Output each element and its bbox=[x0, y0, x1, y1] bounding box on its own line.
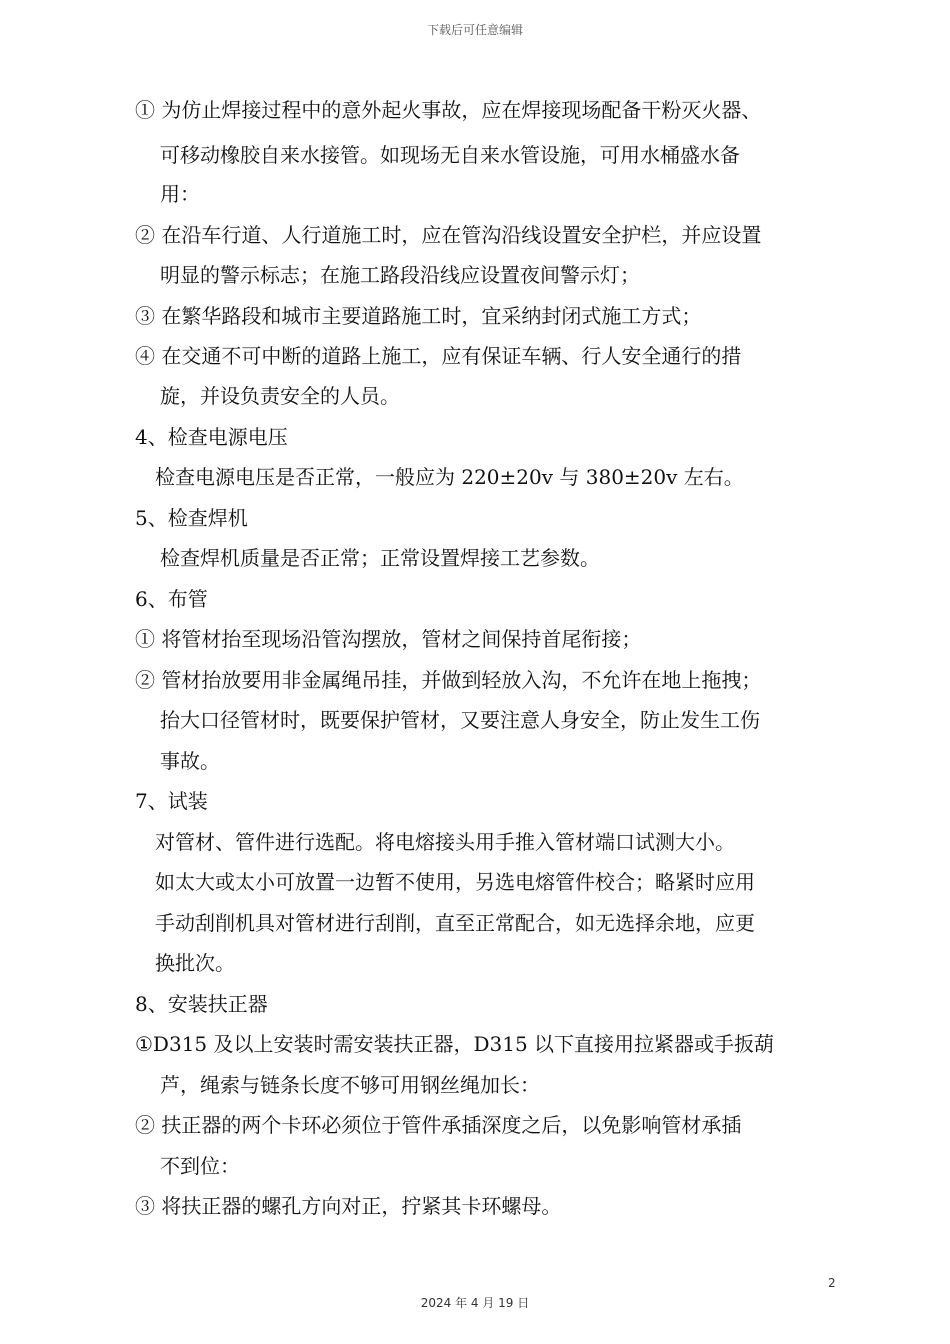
text-line: ② 管材抬放要用非金属绳吊挂，并做到轻放入沟，不允许在地上拖拽； bbox=[135, 668, 762, 692]
footer-date: 2024 年 4 月 19 日 bbox=[420, 1296, 530, 1310]
text-line: ③ 将扶正器的螺孔方向对正，拧紧其卡环螺母。 bbox=[135, 1194, 562, 1218]
text-line: ① 将管材抬至现场沿管沟摆放，管材之间保持首尾衔接； bbox=[135, 627, 642, 651]
section-heading: 8、安装扶正器 bbox=[135, 992, 268, 1016]
section-heading: 5、检查焊机 bbox=[135, 506, 248, 530]
page-header: 下载后可任意编辑 bbox=[426, 23, 523, 37]
text-line: ② 在沿车行道、人行道施工时，应在管沟沿线设置安全护栏，并应设置 bbox=[135, 223, 762, 247]
text-line: 可移动橡胶自来水接管。如现场无自来水管设施，可用水桶盛水备 bbox=[160, 143, 740, 167]
text-line: 用： bbox=[160, 182, 200, 206]
text-line: 抬大口径管材时，既要保护管材，又要注意人身安全，防止发生工伤 bbox=[160, 708, 760, 732]
text-line: 旋，并设负责安全的人员。 bbox=[160, 384, 400, 408]
section-heading: 6、布管 bbox=[135, 587, 208, 611]
text-line: 不到位： bbox=[160, 1154, 240, 1178]
text-line: 手动刮削机具对管材进行刮削，直至正常配合，如无选择余地，应更 bbox=[155, 911, 755, 935]
section-heading: 4、检查电源电压 bbox=[135, 425, 288, 449]
text-line: 检查焊机质量是否正常；正常设置焊接工艺参数。 bbox=[160, 546, 600, 570]
text-line: 如太大或太小可放置一边暂不使用，另选电熔管件校合；略紧时应用 bbox=[155, 870, 755, 894]
text-line: 检查电源电压是否正常，一般应为 220±20v 与 380±20v 左右。 bbox=[155, 465, 744, 489]
text-line: 对管材、管件进行选配。将电熔接头用手推入管材端口试测大小。 bbox=[155, 830, 735, 854]
text-line: ① 为仿止焊接过程中的意外起火事故，应在焊接现场配备干粉灭火器、 bbox=[135, 98, 762, 122]
text-line: 明显的警示标志；在施工路段沿线应设置夜间警示灯； bbox=[160, 263, 640, 287]
section-heading: 7、试装 bbox=[135, 789, 208, 813]
text-line: 换批次。 bbox=[155, 951, 235, 975]
page-number: 2 bbox=[828, 1276, 836, 1290]
text-line: 芦，绳索与链条长度不够可用钢丝绳加长： bbox=[160, 1073, 540, 1097]
text-line: 事故。 bbox=[160, 749, 220, 773]
text-line: ④ 在交通不可中断的道路上施工，应有保证车辆、行人安全通行的措 bbox=[135, 344, 742, 368]
text-line: ①D315 及以上安装时需安装扶正器，D315 以下直接用拉紧器或手扳葫 bbox=[135, 1032, 775, 1056]
text-line: ② 扶正器的两个卡环必须位于管件承插深度之后，以免影响管材承插 bbox=[135, 1113, 742, 1137]
text-line: ③ 在繁华路段和城市主要道路施工时，宜采纳封闭式施工方式； bbox=[135, 304, 702, 328]
